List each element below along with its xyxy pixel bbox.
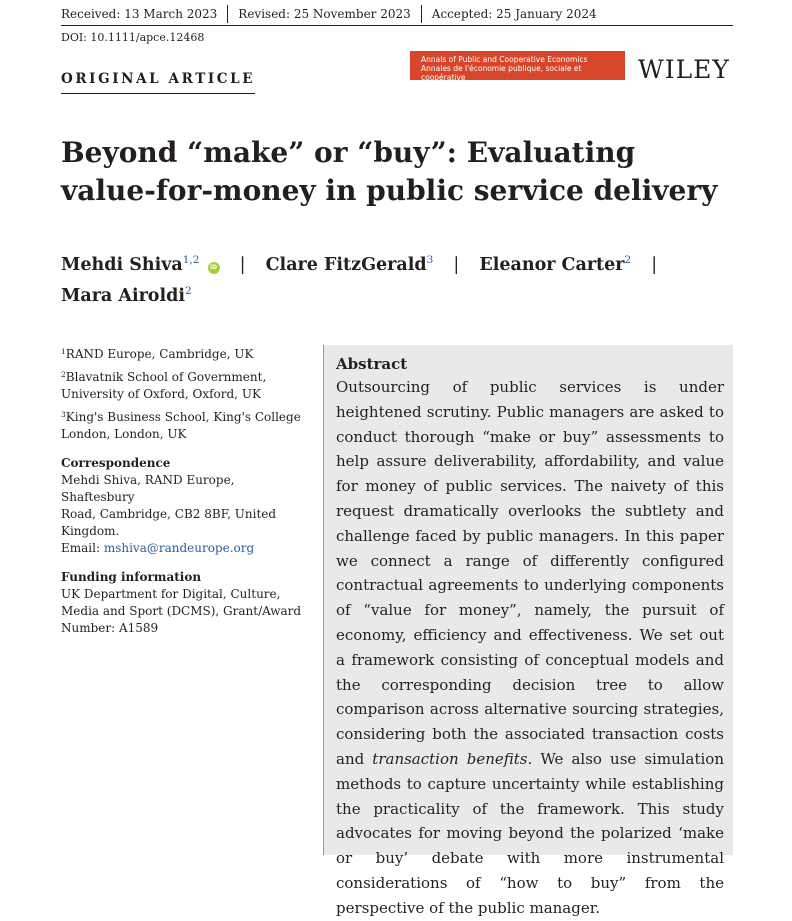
affiliation xyxy=(61,406,306,443)
author-affiliation-ref[interactable]: 3 xyxy=(426,254,434,266)
article-type: ORIGINAL ARTICLE xyxy=(61,71,255,94)
funding-heading: Funding information xyxy=(61,570,202,584)
affiliation-text: London, London, UK xyxy=(61,427,187,441)
funding-line: Number: A1589 xyxy=(61,621,159,635)
author-affiliation-ref[interactable]: 1,2 xyxy=(182,254,200,266)
journal-banner[interactable] xyxy=(410,51,625,80)
revised-date: Revised: 25 November 2023 xyxy=(238,7,411,21)
affiliation-text: Blavatnik School of Government, xyxy=(65,370,267,384)
author-affiliation-ref[interactable]: 2 xyxy=(185,285,192,297)
abstract-heading: Abstract xyxy=(336,355,408,373)
affiliation-text: King's Business School, King's College xyxy=(65,410,301,424)
doi[interactable]: DOI: 10.1111/apce.12468 xyxy=(61,31,205,44)
affiliation-number: 2 xyxy=(61,370,66,379)
author-separator: | xyxy=(239,255,246,275)
author-row xyxy=(61,247,671,278)
abstract-text-part: Outsourcing of public services is under heightened scrutiny. Public managers are asked to conduct thorough “make or buy” assessments to help assure deliverability, affordability, and value for money of public services. The naivety of this request dramatically overlooks the subtlety and challenge faced by public managers. In this paper we connect a range of differently configured contractual agreements to underlying components of “value for money”, namely, the pursuit of economy, efficiency and effectiveness. We set out a framework consisting of conceptual models and the corresponding decision tree to allow comparison across alternative sourcing strategies, considering both the associated transaction costs and xyxy=(336,378,724,768)
correspondence-line: Mehdi Shiva, RAND Europe, Shaftesbury xyxy=(61,473,235,504)
author-affiliation-ref[interactable]: 2 xyxy=(624,254,632,266)
funding-line: Media and Sport (DCMS), Grant/Award xyxy=(61,604,302,618)
author-name[interactable]: Mehdi Shiva xyxy=(61,255,183,275)
affiliation-text: University of Oxford, Oxford, UK xyxy=(61,387,261,401)
page-title xyxy=(61,134,741,210)
author-list xyxy=(61,247,671,309)
affiliation xyxy=(61,366,306,403)
affiliation-text: RAND Europe, Cambridge, UK xyxy=(65,347,254,361)
correspondence-heading: Correspondence xyxy=(61,456,171,470)
affiliation-number: 1 xyxy=(61,347,66,356)
affiliation-number: 3 xyxy=(61,410,66,419)
title-line: value-for-money in public service delivery xyxy=(61,174,718,207)
article-info-sidebar xyxy=(61,343,306,637)
abstract-text-part: . We also use simulation methods to capture uncertainty while establishing the practicality of the framework. This study advocates for moving beyond the polarized ‘make or buy’ debate with more instrumental considerations of “how to buy” from the perspective of the public manager. xyxy=(336,749,724,917)
journal-name-fr: Annales de l'économie publique, sociale et coopérative xyxy=(421,64,582,82)
author-name[interactable]: Eleanor Carter xyxy=(479,255,625,275)
email-label: Email: xyxy=(61,541,104,555)
date-divider xyxy=(227,5,228,23)
correspondence-line: Road, Cambridge, CB2 8BF, United xyxy=(61,507,277,521)
received-date: Received: 13 March 2023 xyxy=(61,7,218,21)
accepted-date: Accepted: 25 January 2024 xyxy=(431,7,597,21)
title-line: Beyond “make” or “buy”: Evaluating xyxy=(61,136,636,169)
correspondence-line: Kingdom. xyxy=(61,524,120,538)
correspondence-text xyxy=(61,472,306,557)
publisher-logo[interactable]: WILEY xyxy=(638,55,730,84)
journal-name-en: Annals of Public and Cooperative Economics xyxy=(421,55,588,64)
author-name[interactable]: Clare FitzGerald xyxy=(265,255,427,275)
author-name[interactable]: Mara Airoldi xyxy=(61,286,186,306)
header-rule xyxy=(61,25,733,26)
author-separator: | xyxy=(453,255,460,275)
email-link[interactable]: mshiva@randeurope.org xyxy=(103,541,255,555)
date-divider xyxy=(421,5,422,23)
abstract-text xyxy=(336,375,724,921)
abstract-emphasis: transaction benefits xyxy=(372,749,528,768)
funding-line: UK Department for Digital, Culture, xyxy=(61,587,281,601)
abstract-box xyxy=(323,345,733,917)
affiliation xyxy=(61,343,306,363)
funding-text xyxy=(61,586,306,637)
author-separator: | xyxy=(651,255,658,275)
orcid-icon[interactable]: iD xyxy=(208,262,220,274)
publication-dates xyxy=(61,5,597,23)
author-row xyxy=(61,278,671,309)
